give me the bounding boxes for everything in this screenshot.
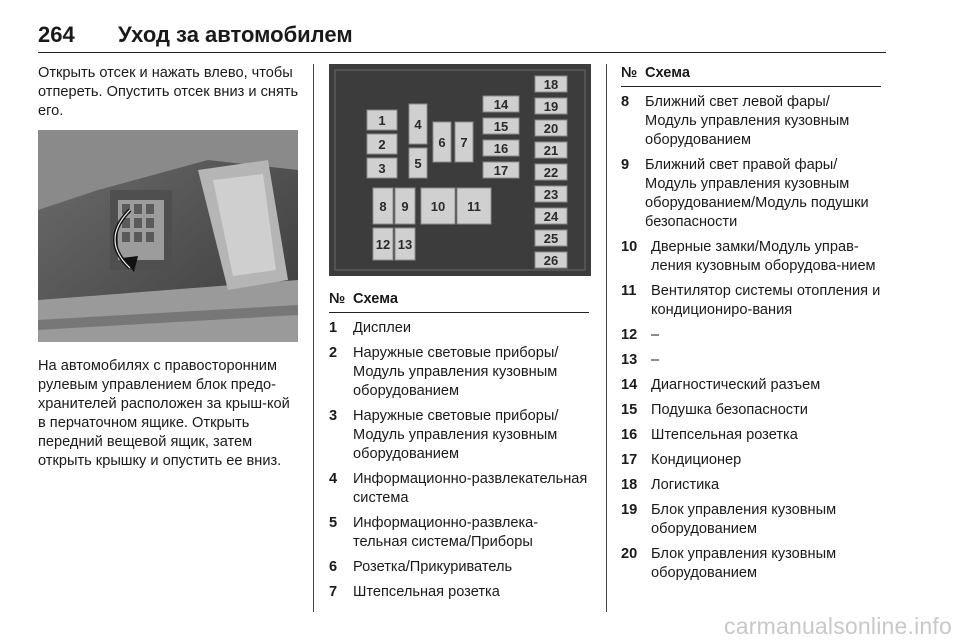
row-text: Розетка/Прикуриватель (353, 559, 513, 575)
row-number: 9 (621, 157, 630, 173)
fuse-label: 16 (493, 141, 509, 156)
row-number: 4 (329, 471, 338, 487)
fuse-label: 20 (543, 121, 559, 136)
row-text: Информационно-развлека-тельная система/Приборы (353, 515, 539, 550)
fuse-label: 4 (414, 117, 422, 132)
table-row (621, 93, 881, 150)
row-number: 6 (329, 559, 338, 575)
fuse-label: 13 (397, 237, 413, 252)
table-row (621, 545, 881, 583)
fuse-label: 11 (467, 199, 481, 214)
intro-text: Открыть отсек и нажать влево, чтобы отпереть. Опустить отсек вниз и снять его. (38, 65, 299, 119)
table-row (621, 351, 881, 370)
rhd-text: На автомобилях с правосторонним рулевым управлением блок предо-хранителей расположен за крыш-кой в перчаточном ящике. Открыть передний вещевой ящик, затем открыть крышку и опустить ее вниз. (38, 358, 290, 469)
row-number: 5 (329, 515, 338, 531)
page-number: 264 (38, 22, 75, 47)
fuse-label: 1 (378, 113, 386, 128)
table-row (621, 238, 881, 276)
header-num: № (621, 65, 638, 81)
table-row (621, 451, 881, 470)
table-header (621, 64, 881, 87)
fuse-label: 21 (543, 143, 559, 158)
fuse-label: 12 (375, 237, 391, 252)
table-row (621, 401, 881, 420)
row-number: 14 (621, 377, 638, 393)
row-number: 13 (621, 352, 638, 368)
row-text: Ближний свет правой фары/ Модуль управления кузовным оборудованием/Модуль подушки безопасности (645, 157, 869, 230)
row-text: Логистика (651, 477, 720, 493)
row-text: Ближний свет левой фары/ Модуль управления кузовным оборудованием (645, 94, 850, 148)
table-row (329, 344, 589, 401)
fuse-label: 8 (379, 199, 387, 214)
row-text: Вентилятор системы отопления и кондициониро-вания (651, 283, 881, 318)
table-row (329, 319, 589, 338)
fuse-label: 18 (543, 77, 559, 92)
row-number: 11 (621, 283, 637, 299)
table-row (621, 282, 881, 320)
fuse-label: 23 (543, 187, 559, 202)
table-row (621, 326, 881, 345)
fuse-table-right (621, 64, 881, 583)
fuse-label: 3 (378, 161, 386, 176)
row-number: 16 (621, 427, 638, 443)
table-row (329, 470, 589, 508)
section-title: Уход за автомобилем (118, 22, 353, 47)
column-divider (313, 64, 314, 612)
header-scheme: Схема (645, 65, 690, 81)
row-number: 15 (621, 402, 638, 418)
fuse-label: 19 (543, 99, 559, 114)
fuse-label: 17 (493, 163, 509, 178)
row-number: 1 (329, 320, 338, 336)
fuse-table-left (329, 290, 589, 602)
row-number: 3 (329, 408, 338, 424)
table-row (621, 376, 881, 395)
row-text: Подушка безопасности (651, 402, 808, 418)
row-text: Наружные световые приборы/ Модуль управления кузовным оборудованием (353, 408, 559, 462)
header-scheme: Схема (353, 291, 398, 307)
row-text: – (651, 352, 660, 368)
fuse-label: 5 (414, 156, 422, 171)
row-text: Штепсельная розетка (651, 427, 798, 443)
table-row (329, 407, 589, 464)
table-row (329, 514, 589, 552)
row-text: – (651, 327, 660, 343)
table-row (621, 501, 881, 539)
row-text: Информационно-развлекательная система (353, 471, 588, 506)
row-number: 19 (621, 502, 638, 518)
row-text: Штепсельная розетка (353, 584, 500, 600)
fuse-label: 10 (430, 199, 446, 214)
row-text: Дверные замки/Модуль управ-ления кузовным оборудова-нием (651, 239, 876, 274)
row-text: Дисплеи (353, 320, 412, 336)
rhd-paragraph (38, 357, 300, 471)
table-row (621, 426, 881, 445)
fuse-label: 22 (543, 165, 559, 180)
intro-paragraph (38, 64, 300, 121)
table-header (329, 290, 589, 313)
row-number: 8 (621, 94, 630, 110)
fuse-label: 14 (493, 97, 509, 112)
row-number: 20 (621, 546, 638, 562)
row-number: 12 (621, 327, 638, 343)
row-text: Диагностический разъем (651, 377, 821, 393)
page-header (38, 22, 886, 53)
row-text: Кондиционер (651, 452, 742, 468)
fuse-label: 26 (543, 253, 559, 268)
fusebox-diagram (329, 64, 591, 276)
fuse-label: 25 (543, 231, 559, 246)
table-row (621, 156, 881, 232)
row-number: 17 (621, 452, 638, 468)
fuse-label: 2 (378, 137, 386, 152)
table-row (621, 476, 881, 495)
table-row (329, 558, 589, 577)
watermark-url: carmanualsonline.info (724, 613, 952, 639)
row-text: Блок управления кузовным оборудованием (651, 502, 837, 537)
fuse-label: 9 (401, 199, 409, 214)
row-text: Наружные световые приборы/ Модуль управления кузовным оборудованием (353, 345, 559, 399)
row-number: 2 (329, 345, 338, 361)
fuse-label: 15 (493, 119, 509, 134)
glovebox-photo (38, 130, 298, 342)
row-text: Блок управления кузовным оборудованием (651, 546, 837, 581)
fuse-label: 24 (543, 209, 559, 224)
fuse-label: 7 (460, 135, 468, 150)
header-num: № (329, 291, 346, 307)
row-number: 18 (621, 477, 638, 493)
table-row (329, 583, 589, 602)
column-divider (606, 64, 607, 612)
row-number: 10 (621, 239, 638, 255)
fuse-label: 6 (438, 135, 446, 150)
row-number: 7 (329, 584, 338, 600)
